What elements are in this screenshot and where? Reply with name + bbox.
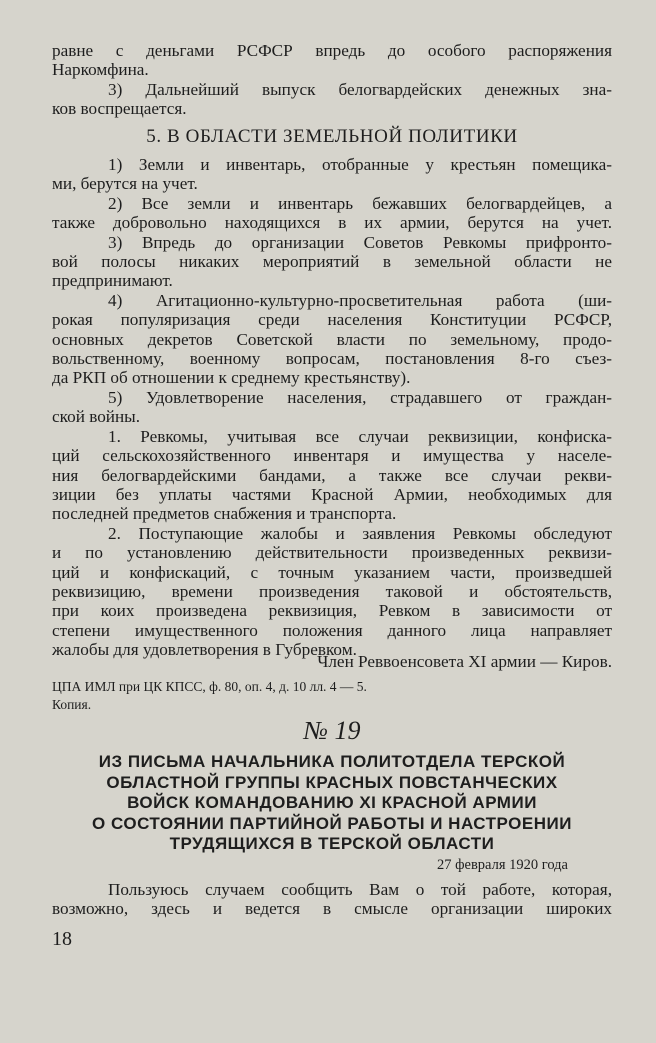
title-line: О СОСТОЯНИИ ПАРТИЙНОЙ РАБОТЫ И НАСТРОЕНИИ [92, 813, 572, 833]
text-line: 3) Впредь до организации Советов Ревкомы прифронто- [108, 232, 612, 252]
title-line: ТРУДЯЩИХСЯ В ТЕРСКОЙ ОБЛАСТИ [169, 834, 495, 853]
text-line: 4) Агитационно-культурно-просветительная работа (ши- [108, 290, 612, 310]
text-line: ской войны. [52, 407, 141, 427]
document-date: 27 февраля 1920 года [436, 857, 568, 873]
top-paragraphs [52, 41, 612, 119]
text-line: ций сельскохозяйственного инвентаря и имущества у населе- [52, 446, 612, 466]
text-line: также добровольно находящихся в их армии, берутся на учет. [52, 213, 612, 233]
section-heading: 5. В ОБЛАСТИ ЗЕМЕЛЬНОЙ ПОЛИТИКИ [146, 126, 518, 147]
title-line: ИЗ ПИСЬМА НАЧАЛЬНИКА ПОЛИТОТДЕЛА ТЕРСКОЙ [98, 752, 566, 771]
text-line: вой полосы никаких мероприятий в земельной области не [52, 252, 612, 272]
title-line: ОБЛАСТНОЙ ГРУППЫ КРАСНЫХ ПОВСТАНЧЕСКИХ [106, 772, 558, 792]
text-line: ков воспрещается. [52, 99, 187, 119]
text-line: реквизицию, времени произведения таковой и обстоятельств, [52, 581, 612, 601]
text-line: Пользуюсь случаем сообщить Вам о той работе, которая, [108, 880, 612, 899]
page-number: 18 [52, 928, 72, 950]
text-line: рокая популяризация среди населения Конституции РСФСР, [52, 310, 612, 330]
source-line: ЦПА ИМЛ при ЦК КПСС, ф. 80, оп. 4, д. 10 лл. 4 — 5. [52, 679, 367, 694]
text-line: Наркомфина. [52, 60, 149, 80]
text-line: основных декретов Советской власти по земельному, продо- [52, 329, 612, 349]
signature: Член Реввоенсовета XI армии — Киров. [317, 652, 612, 671]
title-line: ВОЙСК КОМАНДОВАНИЮ XI КРАСНОЙ АРМИИ [127, 793, 537, 812]
text-line: последней предметов снабжения и транспорта. [52, 504, 397, 524]
text-line: да РКП об отношении к среднему крестьянству). [52, 368, 411, 388]
text-line: ций и конфискаций, с точным указанием части, произведшей [52, 562, 612, 582]
text-line: 2) Все земли и инвентарь бежавших белогвардейцев, а [108, 193, 612, 213]
document-number: № 19 [303, 716, 361, 745]
source-line: Копия. [52, 697, 92, 712]
text-line: ния белогвардейскими бандами, а также все случаи рекви- [52, 465, 612, 485]
final-paragraph [52, 880, 612, 919]
text-line: жалобы для удовлетворения в Губревком. [52, 640, 357, 660]
text-line: степени имущественного положения данного лица направляет [52, 620, 612, 640]
text-line: предпринимают. [52, 271, 173, 291]
section-body [52, 155, 612, 660]
text-line: зиции без уплаты частями Красной Армии, необходимых для [52, 484, 612, 504]
text-line: 1) Земли и инвентарь, отобранные у крестьян помещика- [108, 155, 612, 174]
text-line: и по установлению действительности произведенных реквизи- [52, 543, 612, 563]
text-line: вольственному, военному вопросам, постановления 8-го съез- [52, 349, 612, 369]
text-line: при коих произведена реквизиция, Ревком в зависимости от [52, 601, 612, 621]
archive-source [52, 678, 367, 714]
text-line: равне с деньгами РСФСР впредь до особого распоряжения [52, 41, 612, 60]
text-line: ми, берутся на учет. [52, 174, 198, 194]
text-line: 1. Ревкомы, учитывая все случаи реквизиции, конфиска- [108, 426, 612, 446]
text-line: возможно, здесь и ведется в смысле организации широких [52, 899, 612, 919]
text-line: 3) Дальнейший выпуск белогвардейских денежных зна- [108, 79, 612, 99]
document-title [52, 752, 612, 855]
text-line: 5) Удовлетворение населения, страдавшего от граждан- [108, 387, 612, 407]
text-line: 2. Поступающие жалобы и заявления Ревкомы обследуют [108, 523, 612, 543]
